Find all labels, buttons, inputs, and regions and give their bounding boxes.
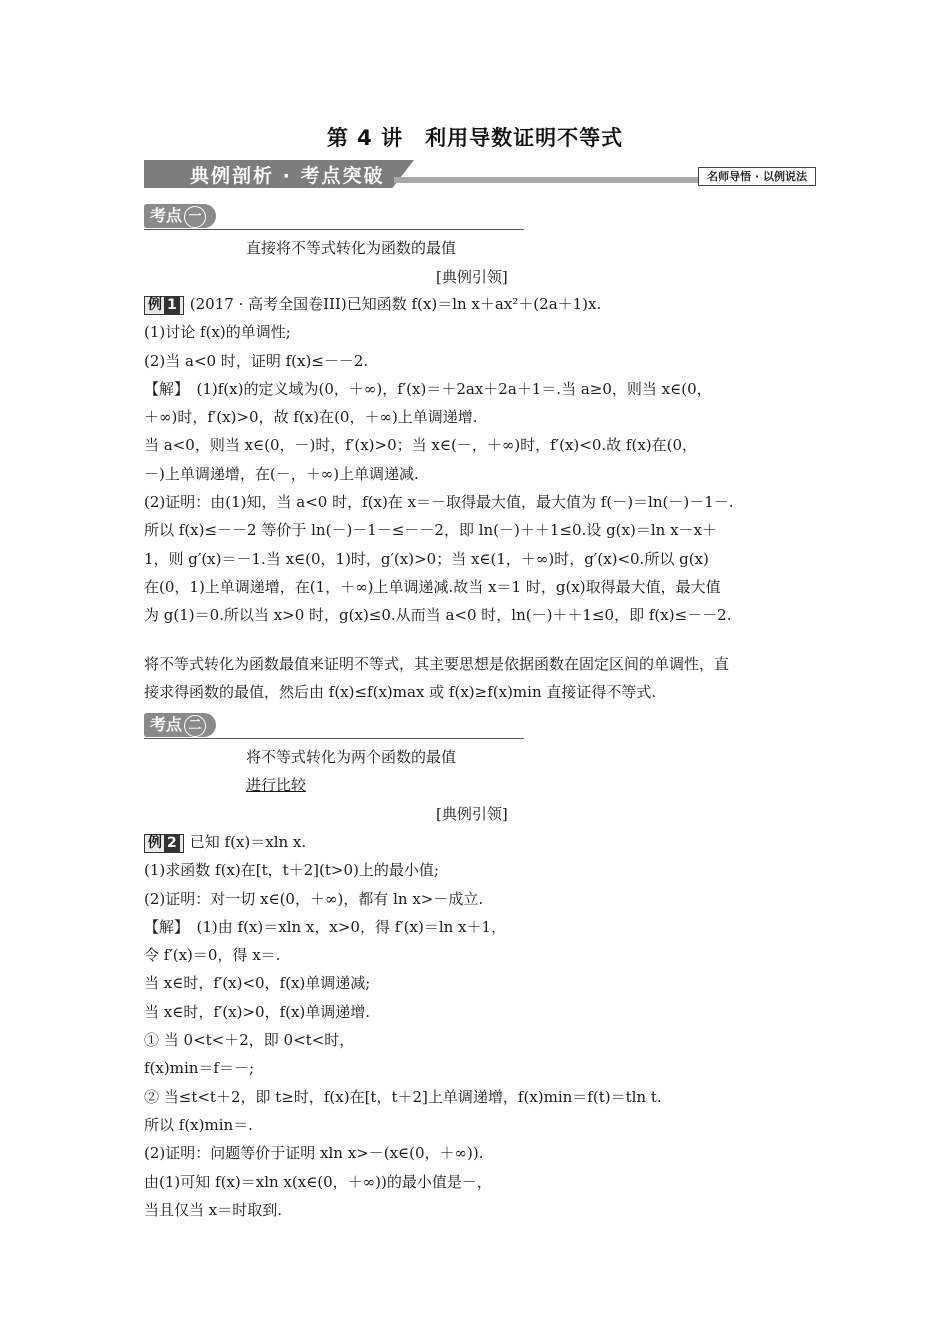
example-1 xyxy=(144,290,816,630)
example-1-line: 所以 f(x)≤－－2 等价于 ln(－)－1－≤－－2，即 ln(－)＋＋1≤0.设 g(x)＝ln x－x＋ xyxy=(144,521,717,540)
example-1-line: 1，则 g′(x)＝－1.当 x∈(0，1)时，g′(x)>0；当 x∈(1，＋∞)时，g′(x)<0.所以 g(x) xyxy=(144,549,709,568)
example-2-line: 例 2 已知 f(x)＝xln x. xyxy=(144,828,816,856)
page-title: 第 4 讲 利用导数证明不等式 xyxy=(326,126,624,150)
example-2-line: 由(1)可知 f(x)＝xln x(x∈(0，＋∞))的最小值是－， xyxy=(144,1172,492,1191)
kaodian-1-badge-text: 考点 xyxy=(150,206,183,225)
example-1-line: －)上单调递增，在(－，＋∞)上单调递减. xyxy=(144,464,419,483)
kaodian-1-title: 直接将不等式转化为函数的最值 xyxy=(246,239,457,257)
kaodian-2-title-line-1: 将不等式转化为两个函数的最值 xyxy=(246,748,457,766)
example-2-line: (2)证明：对一切 x∈(0，＋∞)，都有 ln x>－成立. xyxy=(144,889,484,908)
example-2-badge: 例 2 xyxy=(144,834,184,853)
example-2-line: f(x)min＝f＝－; xyxy=(144,1059,255,1078)
kaodian-2-badge-num: 二 xyxy=(184,715,206,737)
example-2-line: 当 x∈时，f′(x)>0，f(x)单调递增. xyxy=(144,1002,371,1021)
kaodian-2-title-line-2: 进行比较 xyxy=(246,776,307,794)
example-2-line: (1)求函数 f(x)在[t，t＋2](t>0)上的最小值; xyxy=(144,861,439,880)
example-2 xyxy=(144,828,816,1224)
example-1-line: (1)讨论 f(x)的单调性; xyxy=(144,323,291,342)
example-1-line: 在(0，1)上单调递增，在(1，＋∞)上单调递减.故当 x＝1 时，g(x)取得最大值，最大值 xyxy=(144,577,721,596)
example-1-badge: 例 1 xyxy=(144,296,184,315)
banner-right-tag: 名师导悟 · 以例说法 xyxy=(698,167,816,186)
example-1-line: 当 a<0，则当 x∈(0，－)时，f′(x)>0；当 x∈(－，＋∞)时，f′(x)<0.故 f(x)在(0， xyxy=(144,436,698,455)
example-1-line: 为 g(1)＝0.所以当 x>0 时，g(x)≤0.从而当 a<0 时，ln(－)＋＋1≤0，即 f(x)≤－－2. xyxy=(144,606,732,625)
example-2-line: 令 f′(x)＝0，得 x＝. xyxy=(144,946,281,965)
kaodian-1-rule xyxy=(144,229,524,230)
kaodian-1-summary xyxy=(144,650,816,707)
example-2-line: (2)证明：问题等价于证明 xln x>－(x∈(0，＋∞)). xyxy=(144,1144,484,1163)
example-2-line: 当 x∈时，f′(x)<0，f(x)单调递减; xyxy=(144,974,371,993)
kaodian-1-lead: [典例引领] xyxy=(436,268,508,286)
example-2-line: 【解】 (1)由 f(x)＝xln x，x>0，得 f′(x)＝ln x＋1， xyxy=(144,917,507,936)
example-1-line: 例 1 (2017 · 高考全国卷III)已知函数 f(x)＝ln x＋ax²＋(2a＋1)x. xyxy=(144,290,816,318)
kaodian-2-title xyxy=(246,743,456,799)
example-1-line: (2)证明：由(1)知，当 a<0 时，f(x)在 x＝－取得最大值，最大值为 f(－)＝ln(－)－1－. xyxy=(144,493,734,512)
kaodian-1-badge-num: 一 xyxy=(184,206,206,228)
example-1-line: 【解】 (1)f(x)的定义域为(0，＋∞)，f′(x)＝＋2ax＋2a＋1＝.当 a≥0，则当 x∈(0， xyxy=(144,379,712,398)
kaodian-2-badge-text: 考点 xyxy=(150,715,183,734)
kaodian-2-lead: [典例引领] xyxy=(436,805,508,823)
example-1-line: ＋∞)时，f′(x)>0，故 f(x)在(0，＋∞)上单调递增. xyxy=(144,408,478,427)
kaodian-1-badge xyxy=(144,204,216,228)
example-2-line: ② 当≤t<t＋2，即 t≥时，f(x)在[t，t＋2]上单调递增，f(x)min＝f(t)＝tln t. xyxy=(144,1087,662,1106)
example-1-line: (2)当 a<0 时，证明 f(x)≤－－2. xyxy=(144,351,369,370)
example-2-line: 当且仅当 x＝时取到. xyxy=(144,1200,282,1219)
example-2-line: 所以 f(x)min＝. xyxy=(144,1115,253,1134)
section-banner xyxy=(144,160,816,188)
summary-line: 接求得函数的最值，然后由 f(x)≤f(x)max 或 f(x)≥f(x)min 直接证得不等式. xyxy=(144,683,657,702)
kaodian-2-badge xyxy=(144,713,216,737)
summary-line: 将不等式转化为函数最值来证明不等式，其主要思想是依据函数在固定区间的单调性，直 xyxy=(144,655,730,673)
banner-left-text: 典例剖析 · 考点突破 xyxy=(190,165,385,187)
kaodian-2-rule xyxy=(144,738,524,739)
example-2-line: ① 当 0<t<＋2，即 0<t<时， xyxy=(144,1031,355,1050)
